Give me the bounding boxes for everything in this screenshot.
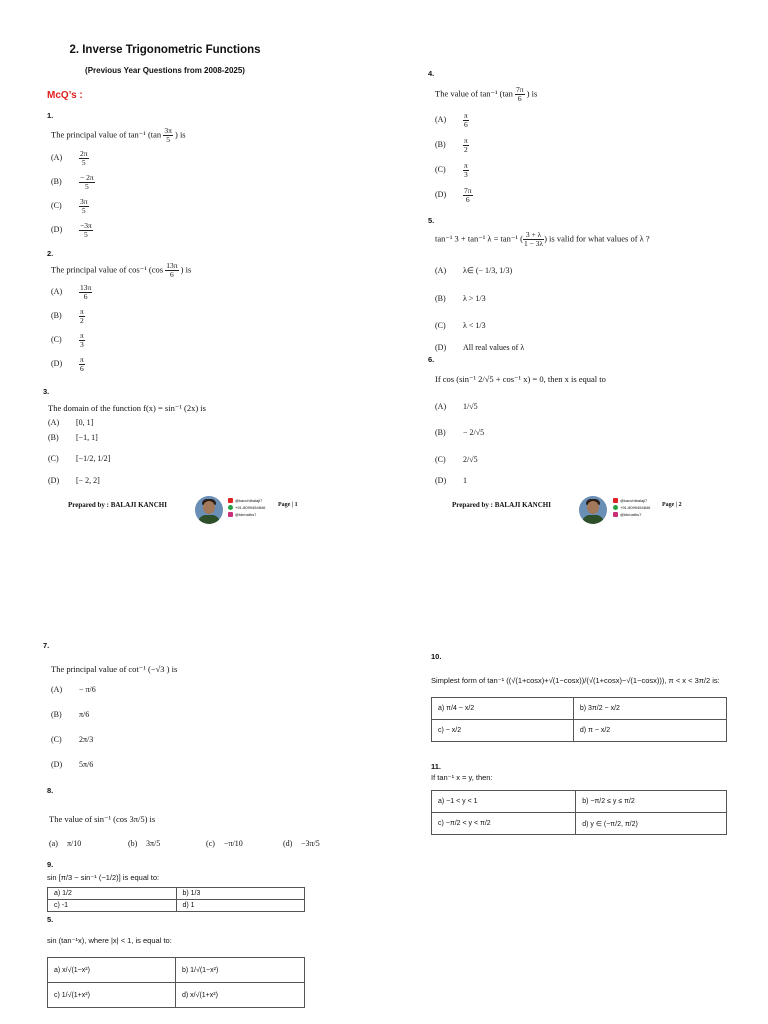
option: (B) − 2/√5	[435, 428, 485, 437]
option: (a) π/10	[49, 839, 82, 848]
options-table	[431, 697, 727, 742]
question-stem: The value of tan⁻¹ (tan $\frac{7\pi}{6}$ ) is	[435, 85, 538, 103]
social-links: @kanchibalaji7 +91-8099454846 @kbmaths7	[228, 497, 265, 518]
question-number: 11.	[431, 762, 442, 771]
question-number: 1.	[47, 111, 54, 120]
question-stem: The principal value of cos⁻¹ (cos $\frac{13\pi}{6}$ ) is	[51, 261, 192, 279]
option-cell: a) x/√(1−x²)	[48, 958, 176, 983]
document-title: 2. Inverse Trigonometric Functions	[69, 44, 261, 56]
option-cell: c) − x/2	[432, 720, 574, 742]
option-cell: c) −π/2 < y < π/2	[432, 813, 576, 835]
option: (B) λ > 1/3	[435, 294, 486, 303]
question-stem: If tan⁻¹ x = y, then:	[431, 773, 493, 782]
question-number: 3.	[43, 387, 50, 396]
option-cell: b) 3π/2 − x/2	[573, 698, 726, 720]
option: (A) $\frac{13\pi}{6}$	[51, 283, 92, 301]
question-number: 9.	[47, 860, 54, 869]
option: (C) λ < 1/3	[435, 321, 486, 330]
option-cell: b) 1/√(1−x²)	[175, 958, 304, 983]
footer-author: Prepared by : BALAJI KANCHI	[452, 501, 551, 509]
option: (D) $\frac{\pi}{6}$	[51, 355, 84, 373]
option-cell: c) 1/√(1+x²)	[48, 983, 176, 1008]
option: (A) $\frac{2\pi}{5}$	[51, 149, 88, 167]
option: (d) −3π/5	[283, 839, 320, 848]
youtube-icon	[613, 498, 618, 503]
option-cell: a) π/4 − x/2	[432, 698, 574, 720]
option: (c) −π/10	[206, 839, 243, 848]
question-number: 2.	[47, 249, 54, 258]
option: (B) $\frac{- 2\pi}{5}$	[51, 173, 94, 191]
option: (B) π/6	[51, 710, 90, 719]
page-number: Page | 2	[662, 502, 682, 508]
option: (D) $\frac{7\pi}{6}$	[435, 186, 472, 204]
question-stem: The principal value of tan⁻¹ (tan $\frac{3\pi}{5}$ ) is	[51, 126, 186, 144]
question-number: 5.	[47, 915, 54, 924]
option-cell: b) 1/3	[176, 888, 305, 900]
option: (A) [0, 1]	[48, 418, 94, 427]
option: (C) $\frac{\pi}{3}$	[435, 161, 468, 179]
options-table	[47, 957, 305, 1008]
option: (C) 2/√5	[435, 455, 478, 464]
question-stem: Simplest form of tan⁻¹ ((√(1+cosx)+√(1−cosx))/(√(1+cosx)−√(1−cosx))), π < x < 3π/2 is:	[431, 676, 720, 685]
option: (C) $\frac{\pi}{3}$	[51, 331, 84, 349]
question-stem: The value of sin⁻¹ (cos 3π/5) is	[49, 814, 156, 824]
option: (A) $\frac{\pi}{6}$	[435, 111, 468, 129]
footer-author: Prepared by : BALAJI KANCHI	[68, 501, 167, 509]
option: (A) − π/6	[51, 685, 96, 694]
option-cell: d) π − x/2	[573, 720, 726, 742]
option-cell: d) x/√(1+x²)	[175, 983, 304, 1008]
option-cell: b) −π/2 ≤ y ≤ π/2	[576, 791, 727, 813]
page-number: Page | 1	[278, 502, 298, 508]
question-number: 5.	[428, 216, 435, 225]
author-avatar	[579, 496, 607, 524]
options-table	[431, 790, 727, 835]
option: (b) 3π/5	[128, 839, 161, 848]
option-cell: d) y ∈ (−π/2, π/2)	[576, 813, 727, 835]
option: (B) $\frac{\pi}{2}$	[51, 307, 84, 325]
option: (D) 1	[435, 476, 467, 485]
instagram-icon	[228, 512, 233, 517]
question-stem: sin [π/3 − sin⁻¹ (−1/2)] is equal to:	[47, 873, 160, 882]
option: (D) $\frac{-3\pi}{5}$	[51, 221, 92, 239]
whatsapp-icon	[228, 505, 233, 510]
option: (C) 2π/3	[51, 735, 94, 744]
whatsapp-icon	[613, 505, 618, 510]
option: (B) [−1, 1]	[48, 433, 98, 442]
question-stem: tan⁻¹ 3 + tan⁻¹ λ = tan⁻¹ ( $\frac{3 + \lambda}{1 - 3\lambda}$ ) is valid for what values of λ ?	[435, 230, 650, 248]
option: (C) $\frac{3\pi}{5}$	[51, 197, 88, 215]
option: (C) [−1/2, 1/2]	[48, 454, 111, 463]
instagram-icon	[613, 512, 618, 517]
option: (D) All real values of λ	[435, 343, 525, 352]
option-cell: d) 1	[176, 900, 305, 912]
youtube-icon	[228, 498, 233, 503]
question-number: 10.	[431, 652, 442, 661]
option: (D) 5π/6	[51, 760, 94, 769]
question-stem: sin (tan⁻¹x), where |x| < 1, is equal to:	[47, 936, 172, 945]
question-number: 4.	[428, 69, 435, 78]
option-cell: a) −1 < y < 1	[432, 791, 576, 813]
document-subtitle: (Previous Year Questions from 2008-2025)	[85, 66, 245, 75]
section-heading: McQ’s :	[47, 90, 83, 101]
author-avatar	[195, 496, 223, 524]
option-cell: a) 1/2	[48, 888, 177, 900]
option: (A) λ∈ (− 1/3, 1/3)	[435, 266, 513, 275]
option-cell: c) -1	[48, 900, 177, 912]
option: (D) [− 2, 2]	[48, 476, 100, 485]
social-links: @kanchibalaji7 +91-8099454846 @kbmaths7	[613, 497, 650, 518]
option: (A) 1/√5	[435, 402, 478, 411]
question-number: 7.	[43, 641, 50, 650]
question-number: 8.	[47, 786, 54, 795]
question-number: 6.	[428, 355, 435, 364]
question-stem: If cos (sin⁻¹ 2/√5 + cos⁻¹ x) = 0, then x is equal to	[435, 374, 606, 384]
question-stem: The domain of the function f(x) = sin⁻¹ (2x) is	[48, 403, 206, 413]
options-table	[47, 887, 305, 912]
option: (B) $\frac{\pi}{2}$	[435, 136, 468, 154]
question-stem: The principal value of cot⁻¹ (−√3 ) is	[51, 664, 178, 674]
